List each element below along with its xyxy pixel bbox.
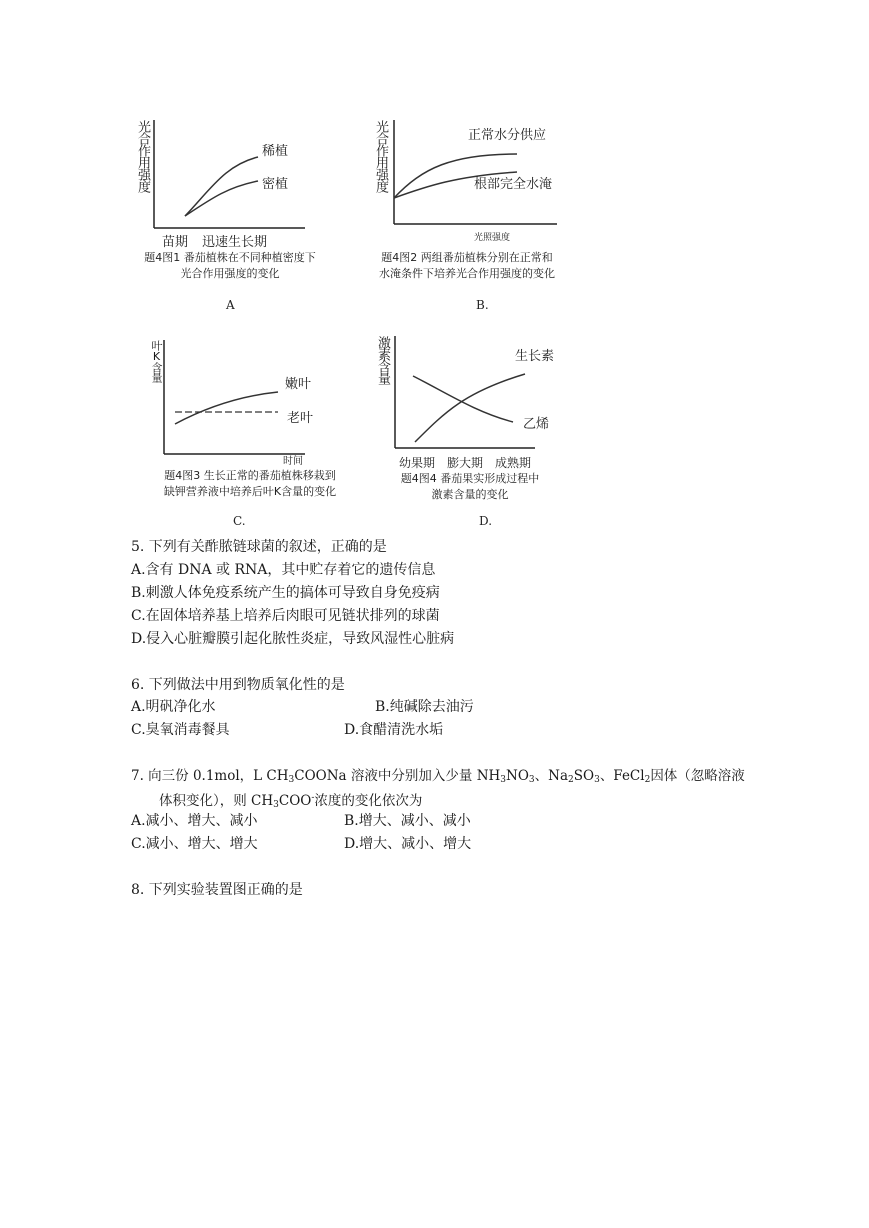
figure-b-caption-2: 水淹条件下培养光合作用强度的变化 <box>379 267 555 280</box>
q7-option-b: B.增大、减小、减小 <box>344 813 471 829</box>
q6-option-c: C.臭氧消毒餐具 <box>131 722 230 738</box>
q7-option-a: A.减小、增大、减小 <box>131 813 258 829</box>
figure-c-caption-2: 缺钾营养液中培养后叶K含量的变化 <box>163 485 337 498</box>
q6-option-d: D.食醋清洗水垢 <box>344 722 444 738</box>
figure-b-caption-1: 题4图2 两组番茄植株分别在正常和 <box>381 251 553 264</box>
figure-d-caption-1: 题4图4 番茄果实形成过程中 <box>400 472 540 485</box>
figure-d-series-2: 乙烯 <box>523 417 550 432</box>
figure-a-caption-2: 光合作用强度的变化 <box>180 267 280 280</box>
figure-c-series-1: 嫩叶 <box>285 377 312 392</box>
q5-option-a: A.含有 DNA 或 RNA，其中贮存着它的遗传信息 <box>131 562 436 578</box>
figure-c <box>145 332 360 532</box>
figure-b-letter: B. <box>476 298 489 312</box>
figure-b-ylabel: 光合作用强度 <box>373 120 388 192</box>
figure-a-axes <box>154 120 305 228</box>
figure-d-xtick-2: 膨大期 <box>447 456 484 470</box>
q8-stem: 8. 下列实验装置图正确的是 <box>131 882 303 898</box>
figure-c-curve-young <box>175 392 278 424</box>
figure-d-ylabel: 激素含量 <box>375 336 390 384</box>
figure-a-curve-dense <box>185 181 258 216</box>
figure-a-caption-1: 题4图1 番茄植株在不同种植密度下 <box>144 251 316 264</box>
figure-a-curve-sparse <box>185 157 258 216</box>
figure-d-curve-auxin <box>415 374 525 442</box>
figure-d <box>375 332 575 532</box>
q6-option-a: A.明矾净化水 <box>131 699 216 715</box>
q5-option-d: D.侵入心脏瓣膜引起化脓性炎症，导致风湿性心脏病 <box>131 631 455 647</box>
figure-a-ylabel: 光合作用强度 <box>135 120 150 192</box>
figure-d-xtick-3: 成熟期 <box>495 456 532 470</box>
figure-a-letter: A <box>226 298 235 312</box>
q7-option-c: C.减小、增大、增大 <box>131 836 258 852</box>
figure-a-xtick-1: 苗期 <box>162 235 189 250</box>
figure-d-xtick-1: 幼果期 <box>399 456 436 470</box>
q5-option-b: B.刺激人体免疫系统产生的搞体可导致自身免疫病 <box>131 585 440 601</box>
figure-c-letter: C. <box>233 514 246 528</box>
figure-b <box>362 110 572 320</box>
figure-c-axes <box>164 340 305 454</box>
figure-a <box>130 110 330 320</box>
figure-c-caption-1: 题4图3 生长正常的番茄植株移栽到 <box>164 469 336 482</box>
q5-stem: 5. 下列有关酢脓链球菌的叙述，正确的是 <box>131 539 387 555</box>
q7-option-d: D.增大、减小、增大 <box>344 836 472 852</box>
figure-c-series-2: 老叶 <box>287 411 314 426</box>
q7-stem-line-1: 7. 向三份 0.1mol，L $CH_3COONa$ 溶液中分别加入少量 $NH_3NO_3$、$Na_2SO_3$、FeCl$_2$因体（忽略溶液 <box>131 768 745 785</box>
q6-stem: 6. 下列做法中用到物质氧化性的是 <box>131 677 345 693</box>
figure-d-caption-2: 激素含量的变化 <box>431 488 509 501</box>
q7-stem-line-2: 体积变化），则 $CH_3COO^-$浓度的变化依次为 <box>159 793 423 810</box>
figure-a-series-1: 稀植 <box>262 144 289 159</box>
q5-option-c: C.在固体培养基上培养后肉眼可见链状排列的球菌 <box>131 608 440 624</box>
figure-a-series-2: 密植 <box>262 177 289 192</box>
figure-d-series-1: 生长素 <box>515 349 555 364</box>
figure-b-series-1: 正常水分供应 <box>468 128 547 143</box>
figure-b-series-2: 根部完全水淹 <box>474 177 553 192</box>
q6-option-b: B.纯碱除去油污 <box>375 699 474 715</box>
figure-c-ylabel: 叶K含量 <box>150 340 163 382</box>
figure-b-xlabel: 光照强度 <box>474 233 511 243</box>
figure-d-axes <box>395 336 535 448</box>
figure-c-xlabel: 时间 <box>283 456 303 467</box>
figure-d-letter: D. <box>479 514 493 528</box>
figure-a-xtick-2: 迅速生长期 <box>202 235 268 250</box>
